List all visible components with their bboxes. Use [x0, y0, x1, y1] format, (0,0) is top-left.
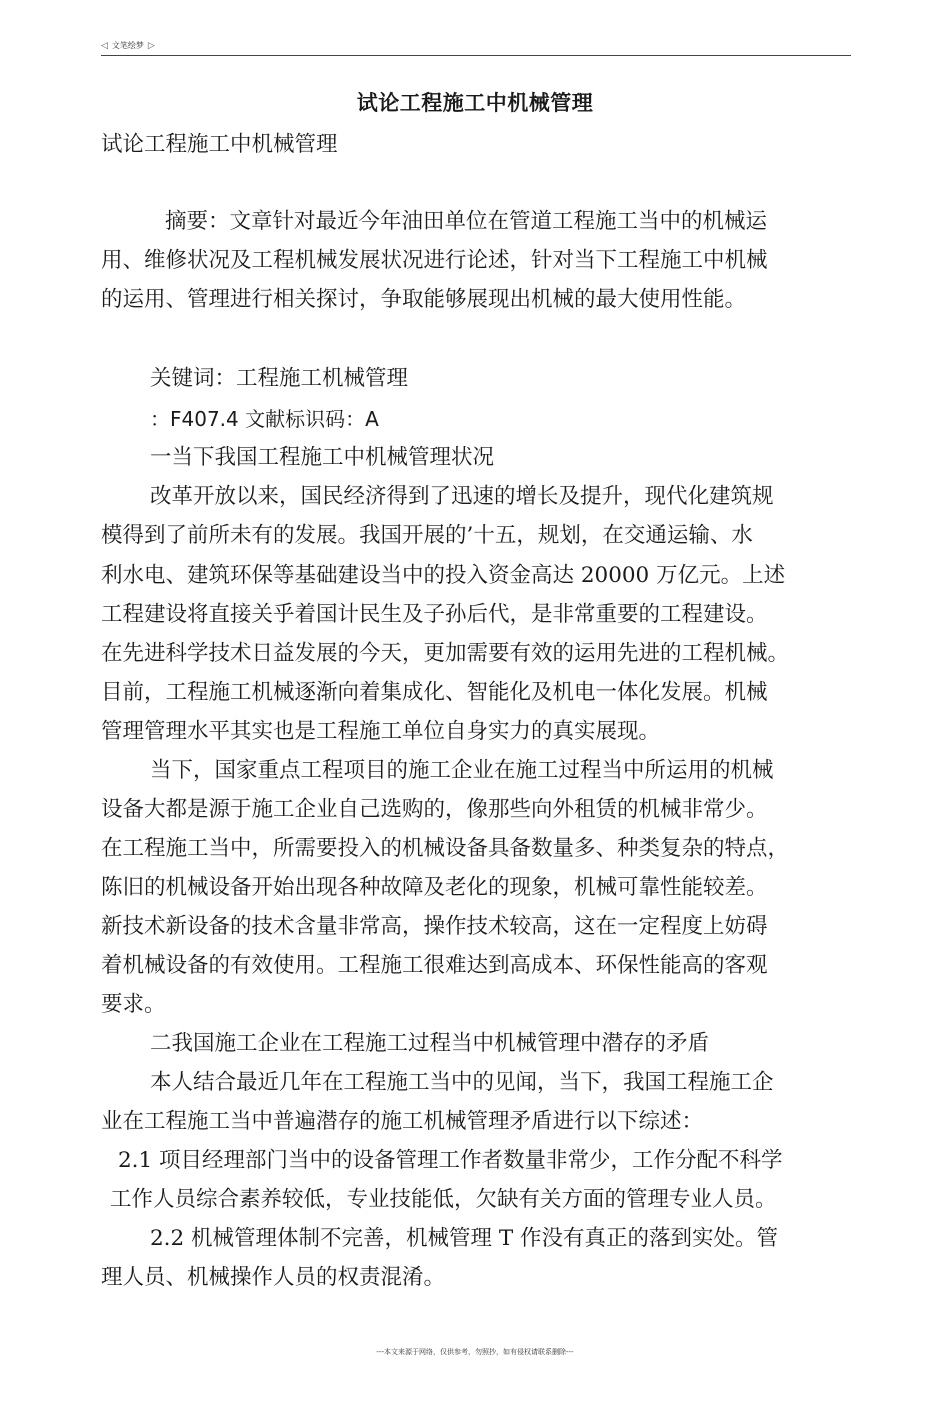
abstract-line: 的运用、管理进行相关探讨，争取能够展现出机械的最大使用性能。: [101, 287, 747, 312]
paragraph-line: 管理管理水平其实也是工程施工单位自身实力的真实展现。: [101, 719, 661, 744]
page-footer: ---本文来源于网络，仅供参考，勿照抄，如有侵权请联系删除---: [376, 1348, 574, 1356]
paragraph-line: 陈旧的机械设备开始出现各种故障及老化的现象，机械可靠性能较差。: [101, 875, 768, 900]
paragraph-line: 在先进科学技术日益发展的今天，更加需要有效的运用先进的工程机械。: [101, 641, 790, 666]
paragraph-line: 在工程施工当中，所需要投入的机械设备具备数量多、种类复杂的特点，: [101, 836, 790, 861]
list-item-line: 2.2 机械管理体制不完善，机械管理 T 作没有真正的落到实处。管: [150, 1226, 779, 1251]
section-heading-1: 一当下我国工程施工中机械管理状况: [150, 445, 495, 470]
paragraph-line: 目前，工程施工机械逐渐向着集成化、智能化及机电一体化发展。机械: [101, 680, 768, 705]
page-header: [101, 40, 155, 51]
paragraph-line: 利水电、建筑环保等基础建设当中的投入资金高达 20000 万亿元。上述: [101, 563, 786, 588]
right-triangle-icon: ▷: [147, 40, 155, 51]
list-item-line: 2.1 项目经理部门当中的设备管理工作者数量非常少，工作分配不科学: [118, 1148, 783, 1173]
document-title: 试论工程施工中机械管理: [356, 91, 594, 115]
paragraph-line: 当下，国家重点工程项目的施工企业在施工过程当中所运用的机械: [150, 758, 774, 783]
list-item-line: 理人员、机械操作人员的权责混淆。: [101, 1265, 446, 1290]
paragraph-line: 本人结合最近几年在工程施工当中的见闻，当下，我国工程施工企: [150, 1070, 774, 1095]
header-divider: [101, 55, 851, 56]
paragraph-line: 新技术新设备的技术含量非常高，操作技术较高，这在一定程度上妨碍: [101, 914, 768, 939]
section-heading-2: 二我国施工企业在工程施工过程当中机械管理中潜存的矛盾: [150, 1031, 710, 1056]
subtitle-line: 试论工程施工中机械管理: [101, 132, 338, 157]
paragraph-line: 业在工程施工当中普遍潜存的施工机械管理矛盾进行以下综述：: [101, 1109, 704, 1134]
paragraph-line: 模得到了前所未有的发展。我国开展的’十五，规划，在交通运输、水: [101, 523, 753, 548]
paragraph-line: 着机械设备的有效使用。工程施工很难达到高成本、环保性能高的客观: [101, 953, 768, 978]
paragraph-line: 改革开放以来，国民经济得到了迅速的增长及提升，现代化建筑规: [150, 484, 774, 509]
keywords-line: 关键词：工程施工机械管理: [150, 366, 409, 391]
left-triangle-icon: ◁: [101, 40, 108, 51]
header-label: 文笔绘梦: [111, 41, 144, 50]
list-item-line: 工作人员综合素养较低，专业技能低，欠缺有关方面的管理专业人员。: [110, 1187, 777, 1212]
paragraph-line: 工程建设将直接关乎着国计民生及子孙后代，是非常重要的工程建设。: [101, 602, 768, 627]
paragraph-line: 设备大都是源于施工企业自己选购的，像那些向外租赁的机械非常少。: [101, 797, 768, 822]
paragraph-line: 要求。: [101, 992, 166, 1017]
abstract-line: 摘要：文章针对最近今年油田单位在管道工程施工当中的机械运: [165, 209, 768, 234]
classification-line: ：F407.4 文献标识码：A: [150, 407, 379, 431]
abstract-line: 用、维修状况及工程机械发展状况进行论述，针对当下工程施工中机械: [101, 248, 768, 273]
